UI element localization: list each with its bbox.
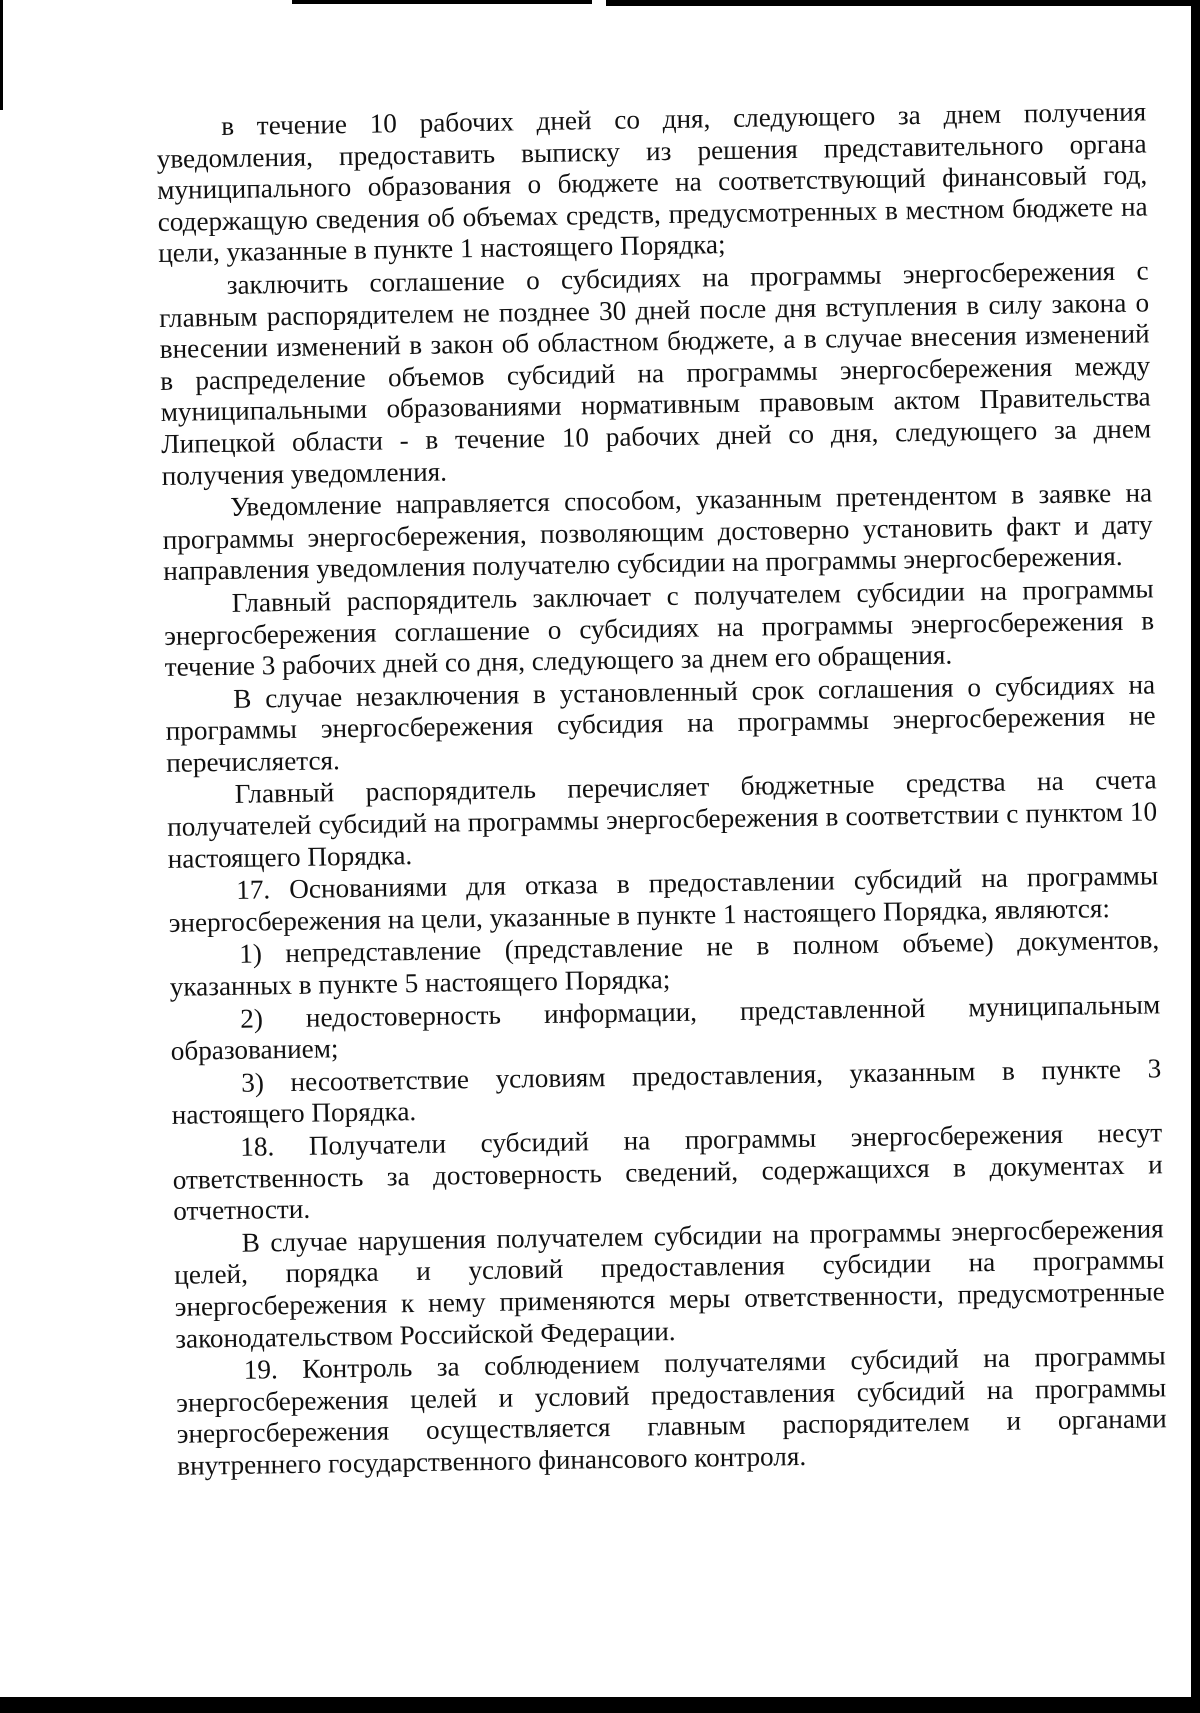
list-item-3: 3) несоответствие условиям предоставления, указанным в пункте 3 настоящего Порядка. <box>171 1053 1162 1131</box>
list-item-1: 1) непредставление (представление не в полном объеме) документов, указанных в пункте 5 настоящего Порядка; <box>169 924 1160 1002</box>
paragraph-main-manager-agreement: Главный распорядитель заключает с получателем субсидии на программы энергосбережения соглашение о субсидиях на программы энергосбережения в течение 3 рабочих дней со дня, следующего за днем его обращения. <box>163 573 1155 683</box>
scan-border-right <box>1191 0 1200 1713</box>
scan-border-top-left <box>292 0 592 4</box>
list-item-2: 2) недостоверность информации, представленной муниципальным образованием; <box>170 988 1161 1067</box>
paragraph-non-conclusion: В случае незаключения в установленный срок соглашения о субсидиях на программы энергосбережения субсидия на программы энергосбережения не перечисляется. <box>165 669 1156 778</box>
paragraph-conclude-agreement: заключить соглашение о субсидиях на программы энергосбережения с главным распорядителем не позднее 30 дней после дня вступления в силу закона о внесении изменений в закон об областном бюджете, а в случае внесения изменений в распределение объемов субсидий на программы энергосбережения между муниципальными образованиями нормативным правовым актом Правительства Липецкой области - в течение 10 рабочих дней со дня, следующего за днем получения уведомления. <box>158 255 1152 491</box>
paragraph-19-control: 19. Контроль за соблюдением получателями субсидий на программы энергосбережения целей и условий предоставления субсидий на программы энергосбережения осуществляется главным распорядителем и органами внутреннего государственного финансового контроля. <box>176 1340 1167 1481</box>
scan-border-left <box>0 0 3 110</box>
scan-border-bottom <box>0 1697 1200 1713</box>
paragraph-funds-transfer: Главный распорядитель перечисляет бюджетные средства на счета получателей субсидий на программы энергосбережения в соответствии с пунктом 10 настоящего Порядка. <box>166 764 1158 874</box>
paragraph-deadline-budget-extract: в течение 10 рабочих дней со дня, следующего за днем получения уведомления, предоставить выписку из решения представительного органа муниципального образования о бюджете на соответствующий финансовый год, содержащую сведения об объемах средств, предусмотренных в местном бюджете на цели, указанные в пункте 1 настоящего Порядка; <box>156 96 1148 269</box>
paragraph-17-refusal-grounds: 17. Основаниями для отказа в предоставлении субсидий на программы энергосбережения на цели, указанные в пункте 1 настоящего Порядка, являются: <box>168 860 1159 938</box>
paragraph-18-responsibility: 18. Получатели субсидий на программы энергосбережения несут ответственность за достоверность сведений, содержащихся в документах и отчетности. <box>172 1117 1163 1227</box>
scan-border-top-right <box>606 0 1200 6</box>
document-body <box>156 96 1167 1483</box>
paragraph-violation-measures: В случае нарушения получателем субсидии на программы энергосбережения целей, порядка и условий предоставления субсидии на программы энергосбережения к нему применяются меры ответственности, предусмотренные законодательством Российской Федерации. <box>174 1213 1165 1354</box>
paragraph-notification-method: Уведомление направляется способом, указанным претендентом в заявке на программы энергосбережения, позволяющим достоверно установить факт и дату направления уведомления получателю субсидии на программы энергосбережения. <box>162 477 1153 587</box>
